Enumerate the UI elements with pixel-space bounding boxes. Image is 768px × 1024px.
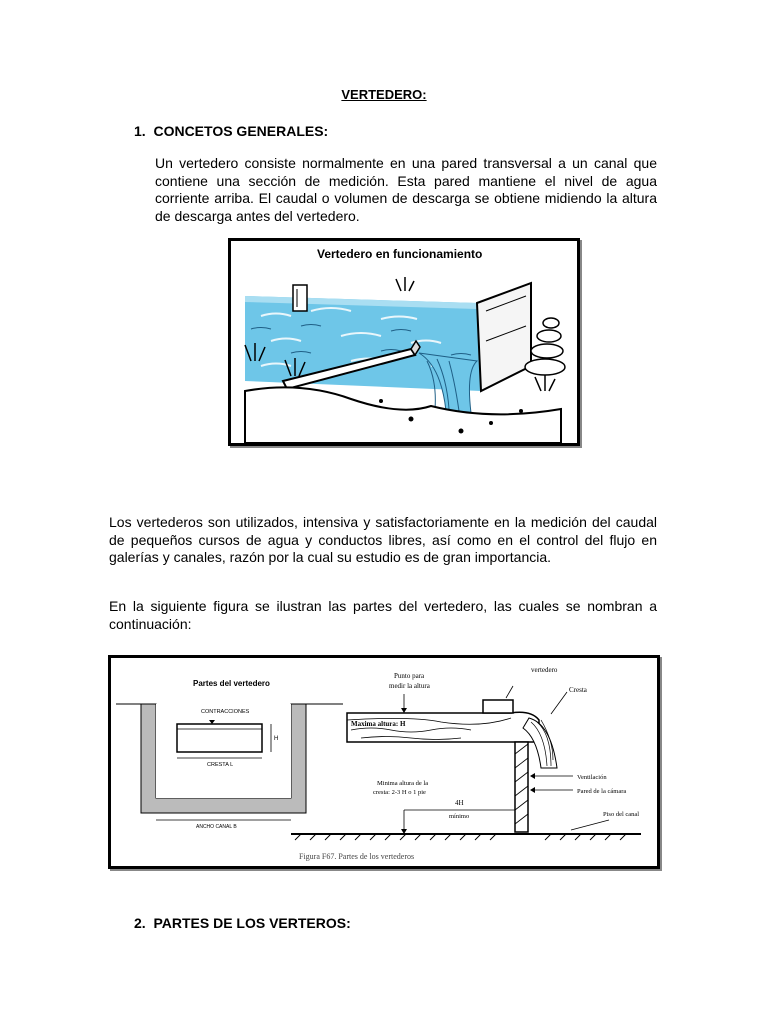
label-4h: 4H xyxy=(455,799,464,807)
figure2-caption: Figura F67. Partes de los vertederos xyxy=(299,852,415,861)
label-piso-del-canal: Piso del canal xyxy=(603,811,640,818)
label-maxima-altura: Maxima altura: H xyxy=(351,720,406,728)
label-punto-para: Punto para xyxy=(394,672,425,680)
section-heading-2: 2. PARTES DE LOS VERTEROS: xyxy=(134,915,351,931)
weir-illustration xyxy=(231,241,577,443)
paragraph-3: En la siguiente figura se ilustran las partes del vertedero, las cuales se nombran a continuación: xyxy=(109,598,657,632)
label-minima-altura-2: cresta: 2-3 H o 1 pie xyxy=(373,789,426,796)
label-minima-altura-1: Minima altura de la xyxy=(377,780,429,787)
figure-weir-parts xyxy=(108,655,660,869)
figure1-title: Vertedero en funcionamiento xyxy=(317,247,483,261)
label-ventilacion: Ventilación xyxy=(577,774,607,781)
figure-weir-in-operation xyxy=(228,238,580,446)
label-vertedero: vertedero xyxy=(531,666,558,674)
label-medir-la-altura: medir la altura xyxy=(389,682,430,690)
weir-parts-diagram xyxy=(111,658,657,866)
label-pared-de-la-camara: Pared de la cámara xyxy=(577,788,627,795)
label-minimo: mínimo xyxy=(449,813,470,820)
paragraph-1: Un vertedero consiste normalmente en una pared transversal a un canal que contiene una sección de medición. Esta pared mantiene el nivel de agua corriente arriba. El caudal o volumen de descarga se obtiene midiendo la altura de descarga antes del vertedero. xyxy=(155,155,657,224)
label-cresta: Cresta xyxy=(569,686,587,694)
label-contracciones: CONTRACCIONES xyxy=(201,709,250,715)
label-h: H xyxy=(274,736,279,742)
page-title: VERTEDERO: xyxy=(341,87,427,102)
label-cresta-l: CRESTA L xyxy=(207,762,234,768)
section-heading-1: 1. CONCETOS GENERALES: xyxy=(134,123,329,139)
label-partes-del-vertedero: Partes del vertedero xyxy=(193,679,270,688)
label-ancho-canal: ANCHO CANAL B xyxy=(196,824,237,830)
paragraph-2: Los vertederos son utilizados, intensiva y satisfactoriamente en la medición del caudal de pequeños cursos de agua y conductos libres, así como en el control del flujo en galerías y canales, razón por la cual su estudio es de gran importancia. xyxy=(109,514,657,565)
